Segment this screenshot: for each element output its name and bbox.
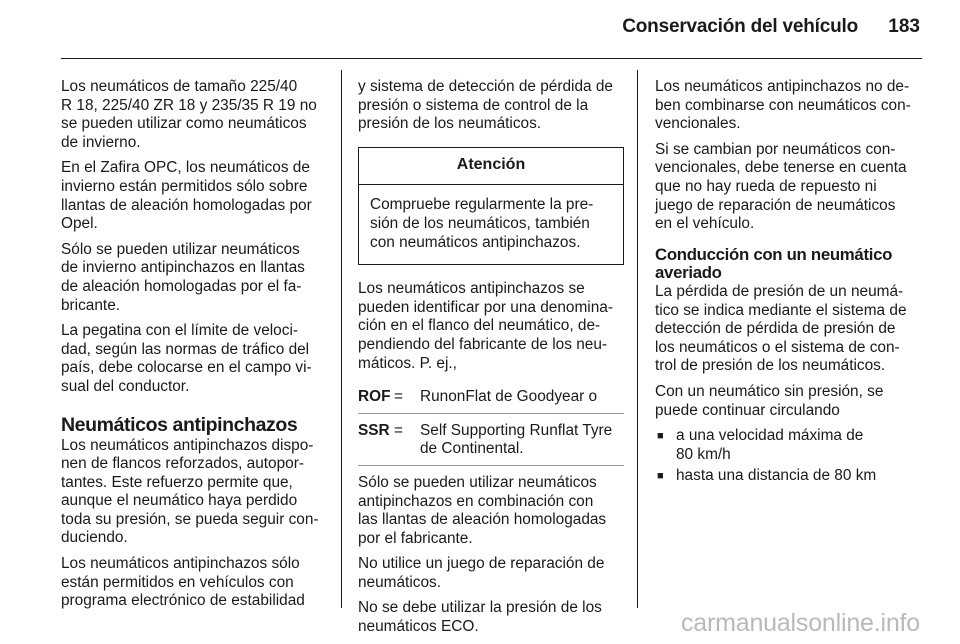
paragraph [61,322,325,396]
text-line: ben combinarse con neumáticos con- [655,96,911,114]
text-line: Compruebe regularmente la pre- [370,196,594,214]
text-line: Los neumáticos antipinchazos se [358,280,585,298]
watermark: carmanualsonline.info [680,609,920,637]
text-line: Los neumáticos antipinchazos no de- [655,78,910,95]
definition-term: ROF [358,388,391,406]
definition-equals: = [394,388,403,406]
column-3 [655,78,921,489]
definition-row [358,413,624,465]
text-line: RunonFlat de Goodyear o [420,388,598,406]
text-line: de Continental. [420,440,524,458]
text-line: No se debe utilizar la presión de los [358,599,602,617]
text-line: están permitidos en vehículos con [61,573,294,591]
text-line: Los neumáticos antipinchazos sólo [61,555,300,573]
text-line: a una velocidad máxima de [676,427,864,445]
heading-line: Conducción con un neumático [655,244,893,264]
page-number: 183 [888,16,920,37]
paragraph [358,555,624,592]
text-line: país, debe colocarse en el campo vi- [61,359,312,377]
text-line: de invierno. [61,133,141,151]
text-line: las llantas de aleación homologadas [358,511,607,529]
text-line: Con un neumático sin presión, se [655,382,884,400]
column-divider-2 [637,70,638,608]
text-line: detección de pérdida de presión de [655,320,896,338]
column-divider-1 [341,70,342,608]
text-line: En el Zafira OPC, los neumáticos de [61,159,310,177]
text-line: en el vehículo. [655,215,755,233]
text-line: La pegatina con el límite de veloci- [61,322,298,340]
definition-row [358,380,624,413]
text-line: Los neumáticos antipinchazos dispo- [61,436,314,454]
heading-line: averiado [655,263,722,283]
attention-notice-box [358,147,624,265]
text-line: La pérdida de presión de un neumá- [655,282,904,300]
text-line: No utilice un juego de reparación de [358,555,605,573]
column-2 [358,78,624,644]
column-1 [61,78,325,618]
list-item-text [676,427,921,464]
section-heading [655,246,921,283]
notice-title: Atención [359,148,623,186]
text-line: con neumáticos antipinchazos. [370,233,581,251]
list-item-text [676,467,921,486]
paragraph [61,241,325,315]
text-line: Self Supporting Runflat Tyre [420,421,613,439]
text-line: vencionales, debe tenerse en cuenta [655,159,907,177]
paragraph [61,78,325,152]
paragraph [358,280,624,373]
text-line: Si se cambian por neumáticos con- [655,140,896,158]
paragraph [655,383,921,420]
paragraph [61,555,325,611]
text-line: 80 km/h [676,445,731,463]
text-line: juego de reparación de neumáticos [655,196,896,214]
text-line: neumáticos. [358,573,441,591]
text-line: los neumáticos o el sistema de con- [655,338,900,356]
paragraph [358,78,624,134]
definition-description [420,422,624,459]
text-line: neumáticos ECO. [358,618,479,636]
text-line: de invierno antipinchazos en llantas [61,259,305,277]
paragraph [655,78,921,134]
text-line: presión o sistema de control de la [358,96,589,114]
text-line: por el fabricante. [358,529,473,547]
text-line: invierno están permitidos sólo sobre [61,177,308,195]
text-line: hasta una distancia de 80 km [676,467,877,485]
square-bullet-icon: ■ [657,430,664,443]
text-line: presión de los neumáticos. [358,115,542,133]
section-heading: Neumáticos antipinchazos [61,413,298,436]
square-bullet-icon: ■ [657,470,664,483]
text-line: programa electrónico de estabilidad [61,592,305,610]
text-line: dad, según las normas de tráfico del [61,340,310,358]
definition-equals: = [394,421,403,439]
paragraph [655,141,921,234]
text-line: duciendo. [61,529,128,547]
page-header-title: Conservación del vehículo [622,16,858,37]
list-item [655,467,921,486]
paragraph [655,283,921,376]
text-line: toda su presión, se pueda seguir con- [61,510,319,528]
notice-body [359,185,623,264]
list-item [655,427,921,464]
definition-list [358,380,624,466]
text-line: máticos. P. ej., [358,354,457,372]
text-line: antipinchazos en combinación con [358,492,594,510]
header-divider [61,58,922,59]
text-line: aunque el neumático haya perdido [61,492,298,510]
definition-description [420,388,624,407]
text-line: de aleación homologadas por el fa- [61,277,302,295]
paragraph [61,159,325,233]
text-line: y sistema de detección de pérdida de [358,78,613,95]
paragraph [358,599,624,636]
text-line: bricante. [61,296,121,314]
text-line: Los neumáticos de tamaño 225/40 [61,78,298,95]
text-line: se pueden utilizar como neumáticos [61,115,307,133]
text-line: trol de presión de los neumáticos. [655,357,886,375]
text-line: pueden identificar por una denomina- [358,298,613,316]
text-line: llantas de aleación homologadas por [61,196,312,214]
text-line: Sólo se pueden utilizar neumáticos [61,240,300,258]
text-line: puede continuar circulando [655,401,840,419]
text-line: Opel. [61,215,98,233]
bullet-list [655,427,921,486]
text-line: pendiendo del fabricante de los neu- [358,335,608,353]
text-line: sual del conductor. [61,377,190,395]
paragraph [61,437,325,549]
text-line: tantes. Este refuerzo permite que, [61,473,293,491]
text-line: que no hay rueda de repuesto ni [655,177,877,195]
paragraph [358,474,624,548]
text-line: R 18, 225/40 ZR 18 y 235/35 R 19 no [61,96,317,114]
text-line: Sólo se pueden utilizar neumáticos [358,473,597,491]
definition-term: SSR [358,421,390,439]
text-line: ción en el flanco del neumático, de- [358,317,601,335]
text-line: nen de flancos reforzados, autopor- [61,455,304,473]
text-line: tico se indica mediante el sistema de [655,301,907,319]
text-line: sión de los neumáticos, también [370,214,590,232]
text-line: vencionales. [655,115,741,133]
